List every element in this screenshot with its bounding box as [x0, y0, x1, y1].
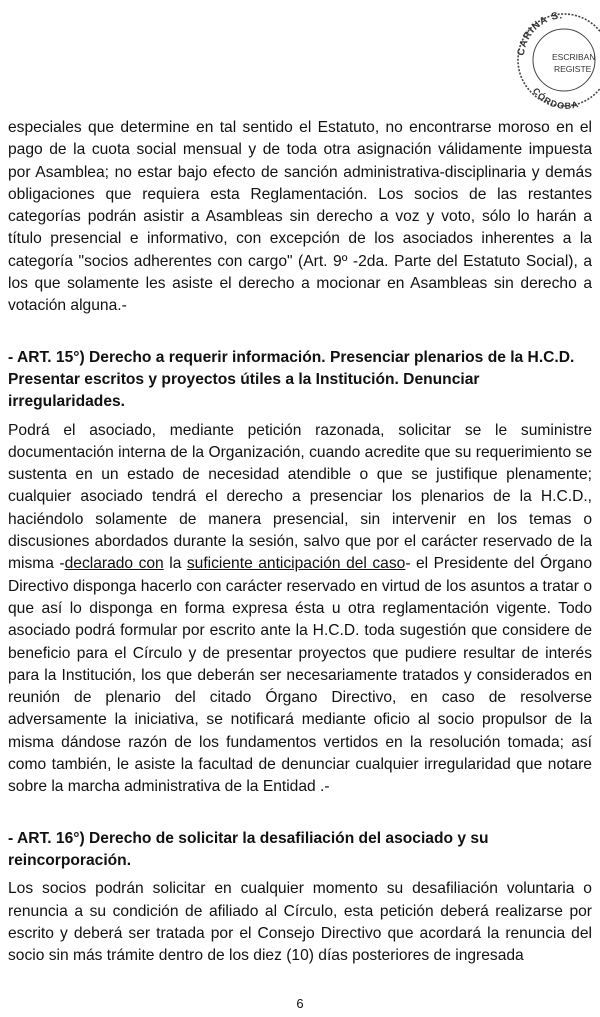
stamp-line-2: REGISTE: [554, 64, 592, 74]
page-number: 6: [296, 996, 304, 1011]
art15-text-a: Podrá el asociado, mediante petición razonada, solicitar se le suministre documentación interna de la Organización, cuando acredite que su requerimiento se sustenta en un estado de necesidad atendible o que se justifique plenamente; cualquier asociado tendrá el derecho a presenciar los plenarios de la H.C.D., haciéndolo solamente de manera presencial, sin intervenir en los temas o discusiones abordados durante la sesión, salvo que por el carácter reservado de la misma -: [8, 421, 592, 573]
notary-stamp: [512, 0, 600, 112]
art15-text: [8, 420, 592, 799]
art15-text-b: la: [163, 555, 187, 573]
svg-text:CARINA S.: [516, 10, 564, 56]
art16-text: Los socios podrán solicitar en cualquier momento su desafiliación voluntaria o renuncia a su condición de afiliado al Círculo, esta petición deberá realizarse por escrito y deberá ser tratada por el Consejo Directivo que acordará la renuncia del socio sin más trámite dentro de los diez (10) días posteriores de ingresada: [8, 880, 592, 965]
stamp-line-1: ESCRIBAN: [552, 52, 596, 62]
document-body: [8, 117, 592, 967]
art15-heading: - ART. 15°) Derecho a requerir información. Presenciar plenarios de la H.C.D. Presentar escritos y proyectos útiles a la Institución. Denunciar irregularidades.: [8, 348, 575, 411]
art15-underline-1: declarado con: [64, 555, 164, 573]
art16-heading: - ART. 16°) Derecho de solicitar la desafiliación del asociado y su reincorporación.: [8, 829, 489, 869]
art15-text-c: - el Presidente del Órgano Directivo disponga hacerlo con carácter reservado en virtud de los asuntos a tratar o que así lo disponga en forma expresa ésta u otra reglamentación vigente. Todo asociado podrá formular por escrito ante la H.C.D. toda sugestión que considere de beneficio para el Círculo y de presentar proyectos que pudiere resultar de interés para la Institución, los que deberán ser necesariamente tratados y considerados en reunión de plenario del citado Órgano Directivo, en caso de resolverse adversamente la iniciativa, se notificará mediante oficio al socio propulsor de la misma dándose razón de los fundamentos vertidos en la resolución tomada; así como también, le asiste la facultad de denunciar cualquier irregularidad que notare sobre la marcha administrativa de la Entidad .-: [8, 555, 592, 796]
stamp-top-text: CARINA S.: [515, 10, 564, 57]
art15-underline-2: suficiente anticipación del caso: [186, 555, 406, 573]
paragraph-art14-continuation: especiales que determine en tal sentido el Estatuto, no encontrarse moroso en el pago de la cuota social mensual y de toda otra asignación válidamente impuesta por Asamblea; no estar bajo efecto de sanción administrativa-disciplinaria y demás obligaciones que requiera esta Reglamentación. Los socios de las restantes categorías podrán asistir a Asambleas sin derecho a voz y voto, sólo lo harán a título presencial e informativo, con excepción de los asociados inherentes a la categoría "socios adherentes con cargo" (Art. 9º -2da. Parte del Estatuto Social), a los que solamente les asiste el derecho a mocionar en Asambleas sin derecho a votación alguna.-: [8, 119, 592, 315]
stamp-bottom-text: CÓRDOBA: [530, 85, 581, 111]
